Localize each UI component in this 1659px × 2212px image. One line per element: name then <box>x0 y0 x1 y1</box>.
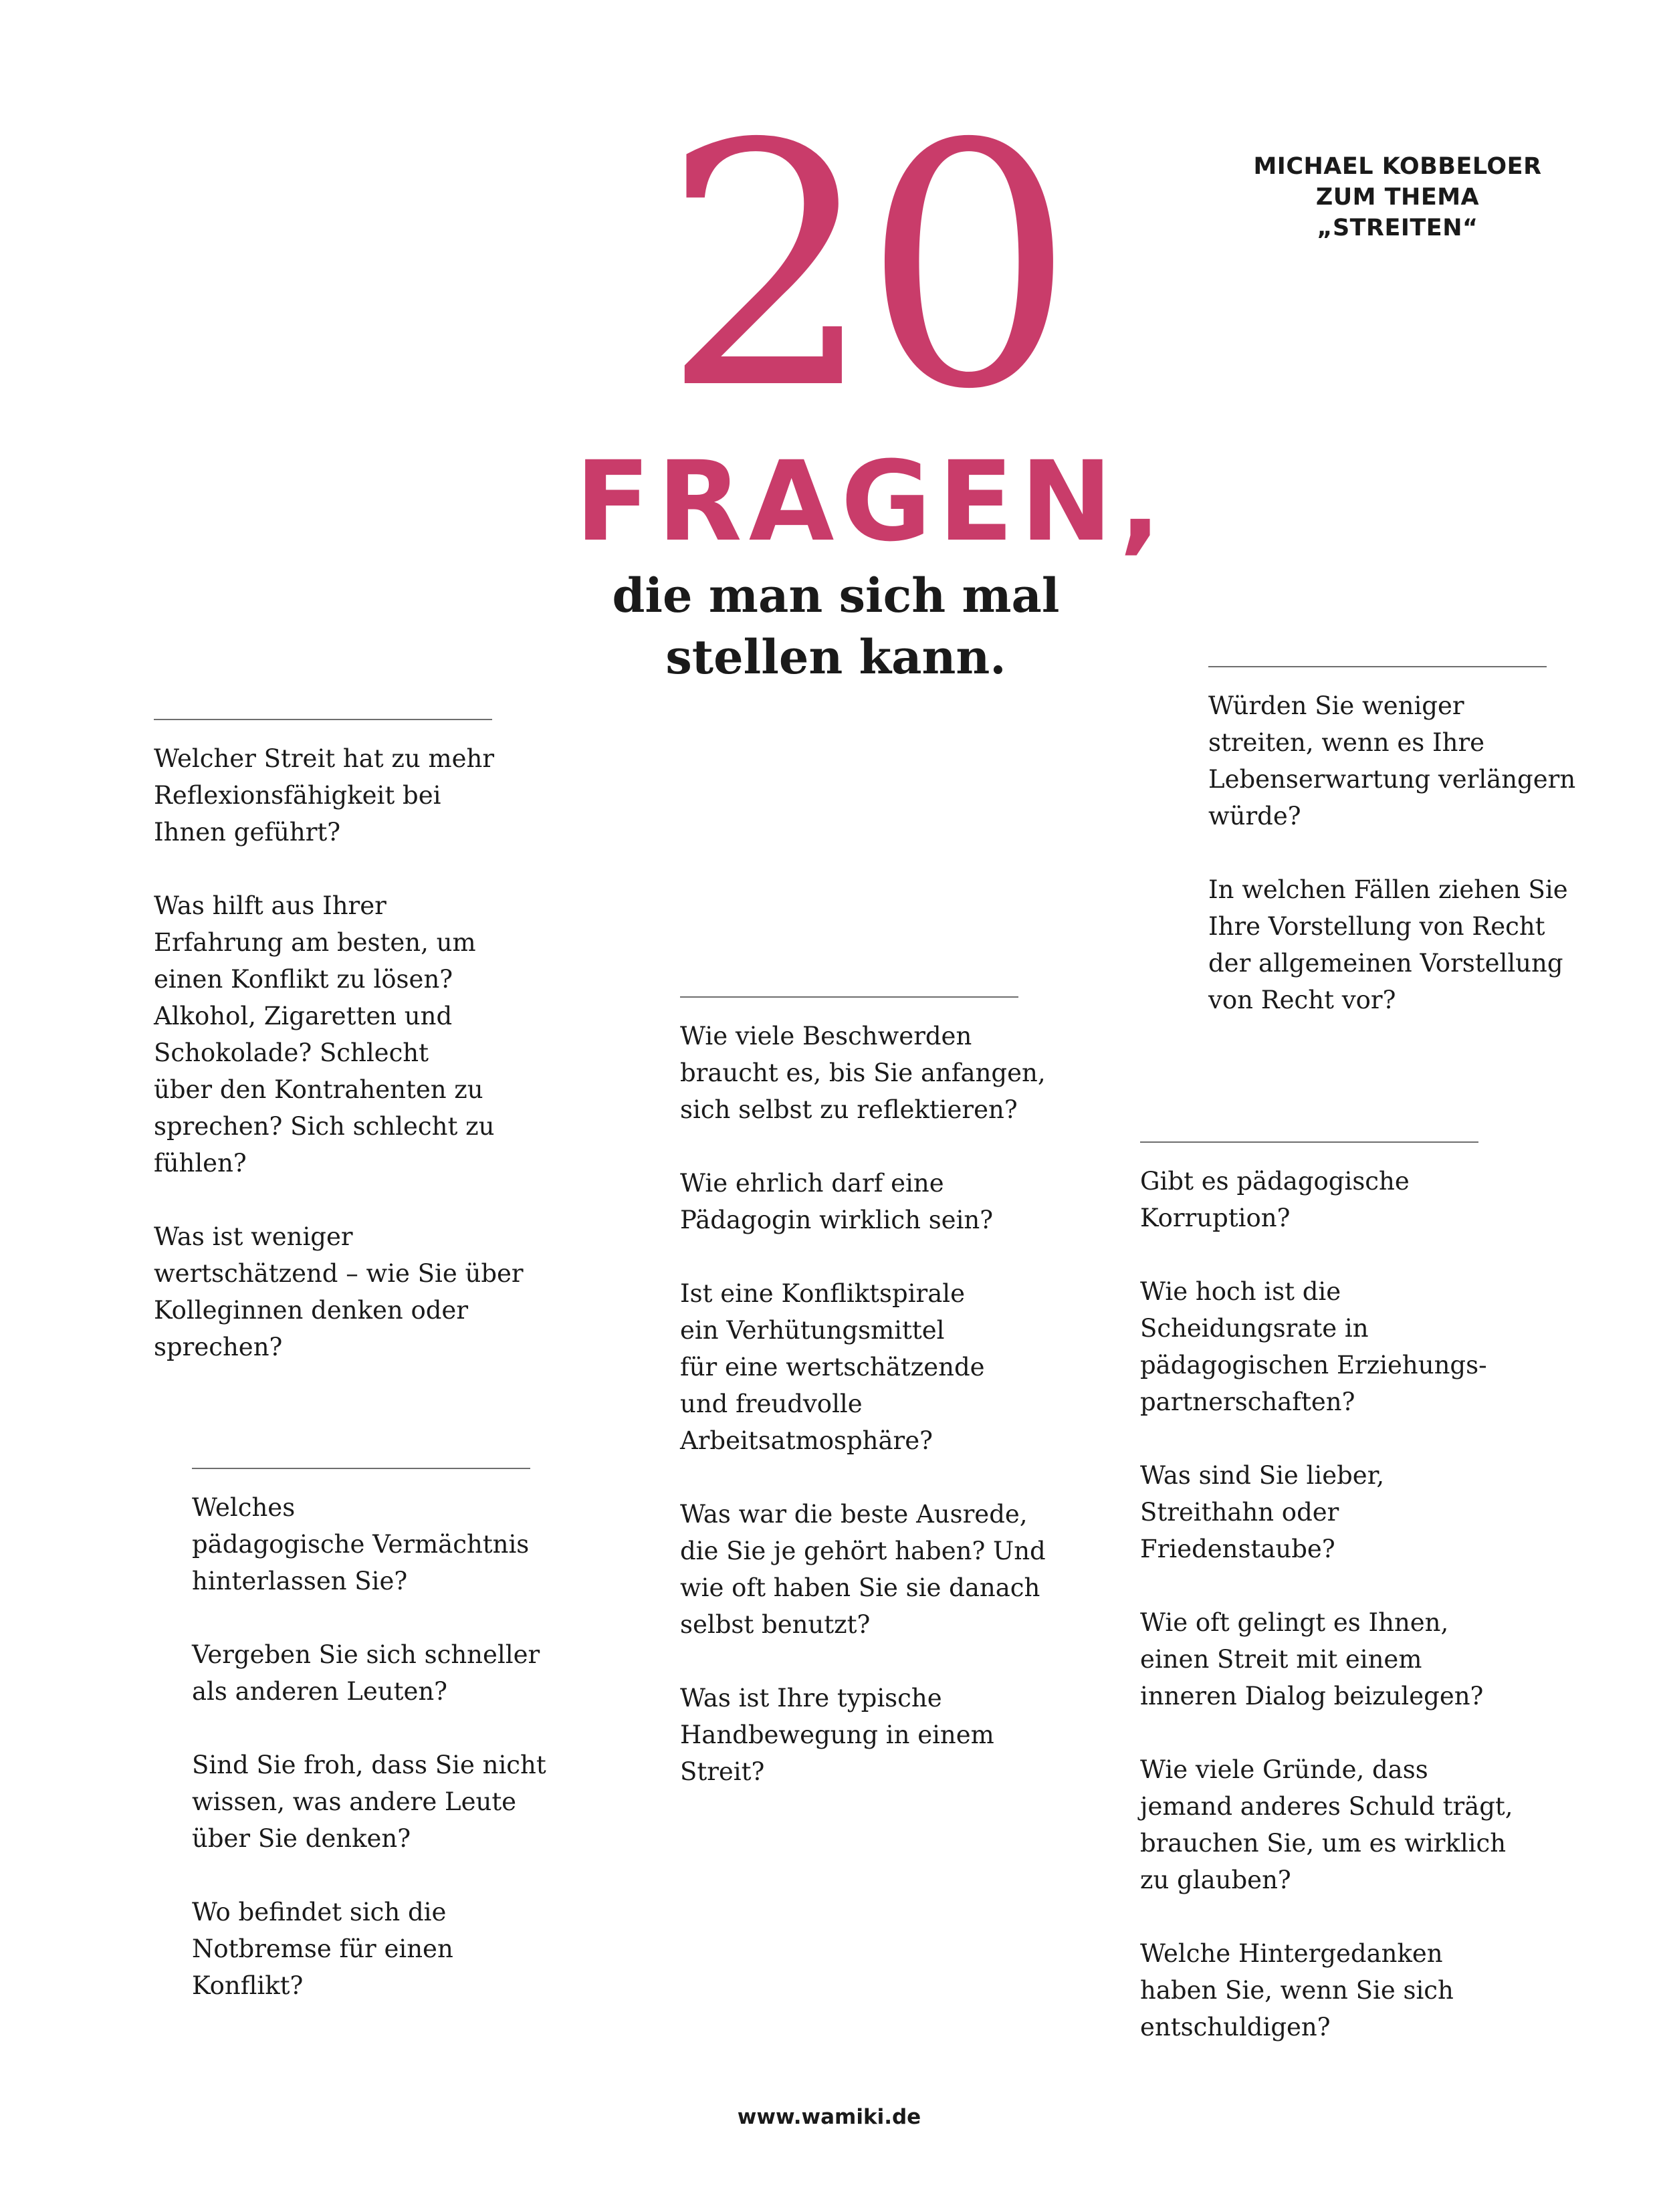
question-line: Ihnen geführt? <box>154 818 341 847</box>
question-line: haben Sie, wenn Sie sich <box>1140 1976 1454 2005</box>
question-line: fühlen? <box>154 1149 247 1178</box>
question-line: Lebenserwartung verlängern <box>1208 765 1576 794</box>
question-line: würde? <box>1208 802 1301 831</box>
author-credit <box>1190 151 1605 243</box>
author-line: ZUM THEMA <box>1315 184 1480 211</box>
question-line: partnerschaften? <box>1140 1388 1355 1416</box>
question-line: Erfahrung am besten, um <box>154 928 476 957</box>
subtitle-line: die man sich mal <box>612 568 1060 623</box>
subtitle <box>588 565 1083 688</box>
question-line: selbst benutzt? <box>680 1610 871 1639</box>
question-line: wertschätzend – wie Sie über <box>154 1259 524 1288</box>
question-line: zu glauben? <box>1140 1866 1291 1894</box>
website-url: www.wamiki.de <box>737 2105 921 2129</box>
question-line: brauchen Sie, um es wirklich <box>1140 1829 1507 1858</box>
question-line: jemand anderes Schuld trägt, <box>1140 1792 1513 1821</box>
question <box>1140 1604 1515 1715</box>
author-line: MICHAEL KOBBELOER <box>1253 153 1542 180</box>
question-line: Was hilft aus Ihrer <box>154 891 386 920</box>
question-line: Arbeitsatmosphäre? <box>680 1426 933 1455</box>
question-line: Vergeben Sie sich schneller <box>192 1640 540 1669</box>
question-line: Wo befindet sich die <box>192 1898 447 1926</box>
question-line: Ihre Vorstellung von Recht <box>1208 912 1545 941</box>
question <box>680 1165 1055 1238</box>
question-line: sich selbst zu reflektieren? <box>680 1095 1018 1124</box>
question <box>1208 687 1583 835</box>
question-line: sprechen? <box>154 1333 283 1361</box>
title-word: FRAGEN, <box>575 437 1168 566</box>
question-line: für eine wertschätzende <box>680 1353 985 1381</box>
question <box>680 1680 1055 1790</box>
question-line: Streithahn oder <box>1140 1498 1339 1527</box>
question <box>154 1218 528 1365</box>
divider-rule <box>680 996 1018 998</box>
question-line: Korruption? <box>1140 1204 1291 1232</box>
question-line: über Sie denken? <box>192 1824 411 1853</box>
question-line: entschuldigen? <box>1140 2013 1331 2041</box>
question-line: pädagogischen Erziehungs- <box>1140 1351 1487 1379</box>
question-line: als anderen Leuten? <box>192 1677 448 1706</box>
question <box>1208 871 1583 1018</box>
question-block-left-bottom <box>192 1468 566 2004</box>
question-line: In welchen Fällen ziehen Sie <box>1208 875 1568 904</box>
question <box>1140 1457 1515 1567</box>
question-line: sprechen? Sich schlecht zu <box>154 1112 495 1141</box>
question-line: Sind Sie froh, dass Sie nicht <box>192 1751 546 1779</box>
question-line: Welche Hintergedanken <box>1140 1939 1443 1968</box>
question-line: Konflikt? <box>192 1971 304 2000</box>
question-line: Ist eine Konfliktspirale <box>680 1279 965 1308</box>
question-line: Reflexionsfähigkeit bei <box>154 781 441 810</box>
question <box>680 1275 1055 1459</box>
question-line: Schokolade? Schlecht <box>154 1038 429 1067</box>
question-line: hinterlassen Sie? <box>192 1567 408 1595</box>
question-line: Was ist Ihre typische <box>680 1684 942 1712</box>
question-line: einen Konflikt zu lösen? <box>154 965 453 994</box>
question-line: Pädagogin wirklich sein? <box>680 1206 994 1234</box>
question <box>680 1018 1055 1128</box>
question <box>192 1489 566 1599</box>
author-line: „STREITEN“ <box>1317 215 1478 241</box>
question-line: Kolleginnen denken oder <box>154 1296 469 1325</box>
question <box>1140 1751 1515 1898</box>
question-line: Würden Sie weniger <box>1208 691 1464 720</box>
question-block-center <box>680 996 1055 1790</box>
question-line: von Recht vor? <box>1208 986 1396 1014</box>
divider-rule <box>154 719 492 720</box>
question <box>1140 1935 1515 2045</box>
question-line: Wie viele Beschwerden <box>680 1022 972 1050</box>
question-line: Streit? <box>680 1757 765 1786</box>
question-line: wie oft haben Sie sie danach <box>680 1573 1040 1602</box>
question-line: Friedenstaube? <box>1140 1535 1335 1563</box>
question-line: Wie ehrlich darf eine <box>680 1169 944 1198</box>
question <box>154 887 528 1182</box>
question <box>192 1894 566 2004</box>
question-line: die Sie je gehört haben? Und <box>680 1537 1046 1565</box>
question <box>154 740 528 851</box>
question-line: über den Kontrahenten zu <box>154 1075 483 1104</box>
question-line: streiten, wenn es Ihre <box>1208 728 1485 757</box>
question-line: Was war die beste Ausrede, <box>680 1500 1028 1529</box>
divider-rule <box>1208 666 1547 667</box>
question <box>192 1747 566 1857</box>
question-line: Wie oft gelingt es Ihnen, <box>1140 1608 1449 1637</box>
question-line: Handbewegung in einem <box>680 1721 994 1749</box>
question-line: Welcher Streit hat zu mehr <box>154 744 495 773</box>
question-block-right-top <box>1208 666 1583 1018</box>
question-line: Was ist weniger <box>154 1222 353 1251</box>
question-line: braucht es, bis Sie anfangen, <box>680 1059 1046 1087</box>
question-block-right-bottom <box>1140 1141 1515 2045</box>
question-line: Notbremse für einen <box>192 1934 453 1963</box>
question-block-left-top <box>154 719 528 1365</box>
question-line: Gibt es pädagogische <box>1140 1167 1410 1196</box>
question <box>192 1636 566 1710</box>
title-number: 20 <box>661 73 1064 462</box>
subtitle-line: stellen kann. <box>665 629 1006 685</box>
question-line: Was sind Sie lieber, <box>1140 1461 1385 1490</box>
question-line: Welches <box>192 1493 296 1522</box>
question-line: und freudvolle <box>680 1390 863 1418</box>
question-line: Wie viele Gründe, dass <box>1140 1755 1428 1784</box>
question-line: pädagogische Vermächtnis <box>192 1530 530 1559</box>
divider-rule <box>1140 1141 1478 1143</box>
question-line: der allgemeinen Vorstellung <box>1208 949 1563 978</box>
question <box>680 1496 1055 1643</box>
question-line: wissen, was andere Leute <box>192 1787 517 1816</box>
question-line: Wie hoch ist die <box>1140 1277 1341 1306</box>
question-line: einen Streit mit einem <box>1140 1645 1422 1674</box>
question <box>1140 1273 1515 1420</box>
question-line: ein Verhütungsmittel <box>680 1316 945 1345</box>
divider-rule <box>192 1468 530 1469</box>
question <box>1140 1163 1515 1236</box>
question-line: Alkohol, Zigaretten und <box>154 1002 453 1030</box>
question-line: inneren Dialog beizulegen? <box>1140 1682 1484 1710</box>
question-line: Scheidungsrate in <box>1140 1314 1369 1343</box>
